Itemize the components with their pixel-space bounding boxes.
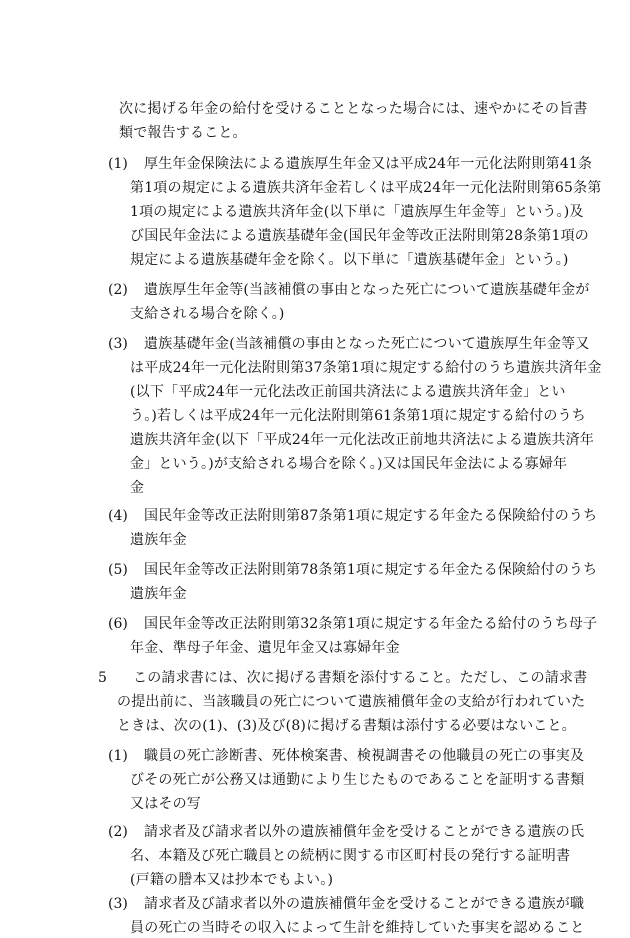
- item-text-line: 職員の死亡診断書、死体検案書、検視調書その他職員の死亡の事実及: [144, 748, 585, 764]
- item-text-line: 第1項の規定による遺族共済年金若しくは平成24年一元化法附則第65条第: [130, 180, 602, 196]
- item-number: (3): [108, 896, 128, 912]
- item-number: (2): [108, 282, 128, 298]
- item-number: (4): [108, 508, 128, 524]
- item-text-line: (戸籍の謄本又は抄本でもよい。): [130, 872, 334, 888]
- item-text-line: 金」という。)が支給される場合を除く。)又は国民年金法による寡婦年: [130, 456, 568, 472]
- section-number: 5: [98, 670, 107, 686]
- item-number: (2): [108, 824, 128, 840]
- item-text-line: 遺族厚生年金等(当該補償の事由となった死亡について遺族基礎年金が: [144, 282, 590, 298]
- item-text-line: 請求者及び請求者以外の遺族補償年金を受けることができる遺族が職: [144, 896, 585, 912]
- item-number: (6): [108, 616, 128, 632]
- item-text-line: びその死亡が公務又は通勤により生じたものであることを証明する書類: [130, 772, 585, 788]
- item-text-line: 遺族共済年金(以下「平成24年一元化法改正前地共済法による遺族共済年: [130, 432, 595, 448]
- item-number: (1): [108, 156, 128, 172]
- item-text-line: び国民年金法による遺族基礎年金(国民年金等改正法附則第28条第1項の: [130, 228, 589, 244]
- intro-line-1: 次に掲げる年金の給付を受けることとなった場合には、速やかにその旨書: [119, 101, 588, 117]
- item-text-line: 名、本籍及び死亡職員との続柄に関する市区町村長の発行する証明書: [130, 848, 571, 864]
- item-text-line: う。)若しくは平成24年一元化法附則第61条第1項に規定する給付のうち: [130, 408, 586, 424]
- item-text-line: 規定による遺族基礎年金を除く。以下単に「遺族基礎年金」という。): [130, 252, 569, 268]
- item-text-line: 厚生年金保険法による遺族厚生年金又は平成24年一元化法附則第41条: [144, 156, 593, 172]
- item-text-line: 又はその写: [130, 796, 201, 812]
- item-text-line: 遺族年金: [130, 586, 187, 602]
- item-number: (3): [108, 336, 128, 352]
- item-number: (1): [108, 748, 128, 764]
- section-text-line: の提出前に、当該職員の死亡について遺族補償年金の支給が行われていた: [117, 694, 586, 710]
- item-text-line: 請求者及び請求者以外の遺族補償年金を受けることができる遺族の氏: [144, 824, 585, 840]
- item-text-line: 遺族年金: [130, 532, 187, 548]
- item-text-line: 員の死亡の当時その収入によって生計を維持していた事実を認めること: [130, 920, 585, 936]
- item-text-line: 国民年金等改正法附則第32条第1項に規定する年金たる給付のうち母子: [144, 616, 598, 632]
- item-text-line: は平成24年一元化法附則第37条第1項に規定する給付のうち遺族共済年金: [130, 360, 602, 376]
- item-number: (5): [108, 562, 128, 578]
- item-text-line: 金: [130, 480, 145, 496]
- section-text-line: この請求書には、次に掲げる書類を添付すること。ただし、この請求書: [133, 670, 588, 686]
- item-text-line: 国民年金等改正法附則第87条第1項に規定する年金たる保険給付のうち: [144, 508, 598, 524]
- item-text-line: (以下「平成24年一元化法改正前国共済法による遺族共済年金」とい: [130, 384, 566, 400]
- item-text-line: 年金、準母子年金、遺児年金又は寡婦年金: [130, 640, 400, 656]
- item-text-line: 支給される場合を除く。): [130, 306, 285, 322]
- item-text-line: 遺族基礎年金(当該補償の事由となった死亡について遺族厚生年金等又: [144, 336, 590, 352]
- item-text-line: 1項の規定による遺族共済年金(以下単に「遺族厚生年金等」という。)及: [130, 204, 584, 220]
- intro-line-2: 類で報告すること。: [119, 125, 247, 141]
- section-text-line: ときは、次の(1)、(3)及び(8)に掲げる書類は添付する必要はないこと。: [117, 718, 576, 734]
- item-text-line: 国民年金等改正法附則第78条第1項に規定する年金たる保険給付のうち: [144, 562, 598, 578]
